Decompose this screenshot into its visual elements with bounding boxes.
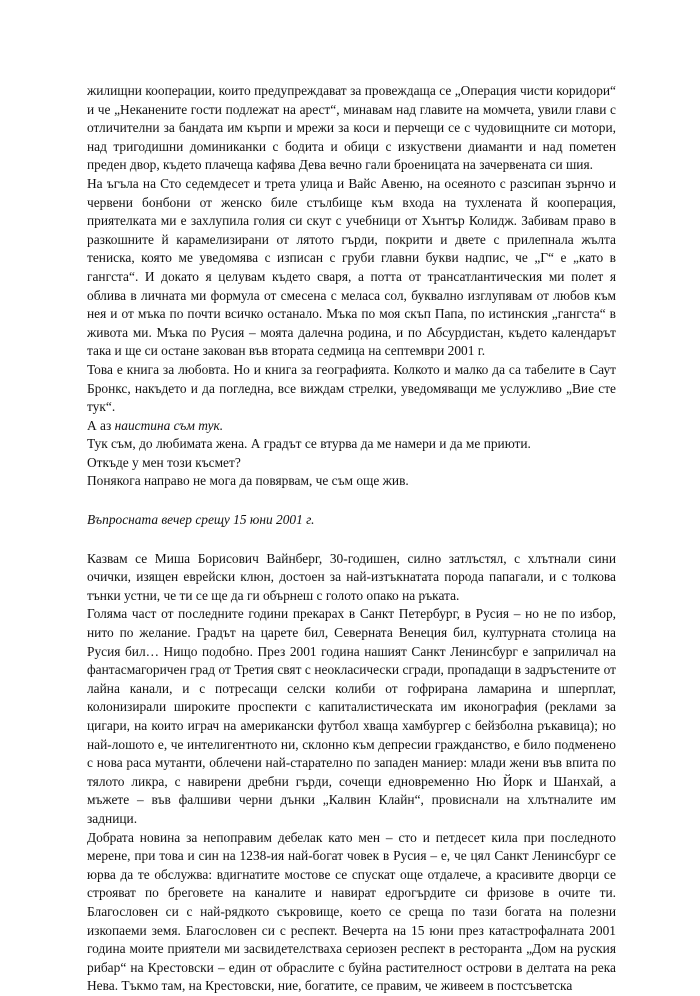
paragraph-3: Това е книга за любовта. Но и книга за географията. Колкото и малко да са табелите в Саут Бронкс, накъдето и да погледна, все виждам стрелки, уведомяващи ме услужливо „Вие сте тук“. xyxy=(87,361,616,415)
emphasis-italic: наистина съм тук. xyxy=(114,417,224,433)
section-paragraph-1: Казвам се Миша Борисович Вайнберг, 30-годишен, силно затлъстял, с хлътнали сини очички, изящен еврейски клюн, достоен за най-изтъкнатата порода папагали, и с толкова тънки устни, че ти се ще да ги обърнеш с голото опако на ръката. xyxy=(87,550,616,603)
emphasis-line xyxy=(87,417,616,436)
section-paragraph-3: Добрата новина за непоправим дебелак като мен – сто и петдесет кила при последното мерене, при това и син на 1238-ия най-богат човек в Русия – е, че цял Санкт Ленинсбург се юрва да те обслужва: вдигнатите мостове се спускат още отдалече, а красивите дворци се строяват по бреговете на каналите и навират едрогърдите си фризове в очите ти. Благословен си с най-рядкото съкровище, което се среща по тази богата на полезни изкопаеми земя. Благословен си с респект. Вечерта на 15 юни през катастрофалната 2001 година моите приятели ми засвидетелстваха сериозен респект в ресторанта „Дом на руския рибар“ на Крестовски – един от обраслите с буйна растителност острови в делтата на река Нева. Тъкмо там, на Крестовски, ние, богатите, се правим, че живеем в постсъветска xyxy=(87,829,616,994)
short-line-1: Тук съм, до любимата жена. А градът се втурва да ме намери и да ме приюти. xyxy=(87,436,531,452)
section-paragraph-2: Голяма част от последните години прекарах в Санкт Петербург, в Русия – но не по избор, нито по желание. Градът на царете бил, Северната Венеция бил, културната столица на Русия бил… Нищо подобно. През 2001 година нашият Санкт Ленинсбург е заприличал на фантасмагоричен град от Третия свят с неокласически сгради, пропадащи в задръстените от лайна канали, и с потресащи селски колиби от гофрирана ламарина и шперплат, колонизирали широките проспекти с капиталистическата им иконография (реклами за цигари, на които играч на американски футбол хваща хамбургер с бейзболна ръкавица); но най-лошото е, че интелигентното ни, склонно към депресии гражданство, е било подменено с нова раса мутанти, облечени най-старателно по западен маниер: млади жени във впита по тялото ликра, с навирени дребни гърди, сочещи едновременно Ню Йорк и Шанхай, а мъжете – във фалшиви черни дънки „Калвин Клайн“, провиснали на хлътналите им задници. xyxy=(87,606,616,826)
emphasis-prefix: А аз xyxy=(87,417,115,433)
paragraph-1: жилищни кооперации, които предупреждават за провеждаща се „Операция чисти коридори“ и че „Неканените гости подлежат на арест“, минавам над главите на момчета, увили глави с отличителни за бандата им кърпи и мрежи за коси и перчещи се с чудовищните си мотори, над тригодишни доминиканки с бодита и обици с изкуствени диаманти и над пометен преден двор, където плачеща кафява Дева вечно гали броеницата на зачервената си шия. xyxy=(87,83,616,173)
short-line-2: Откъде у мен този късмет? xyxy=(87,454,241,470)
paragraph-2: На ъгъла на Сто седемдесет и трета улица и Вайс Авеню, на осеяното с разсипан зърнчо и червени бонбони от женско биле стълбище към входа на тухлената й кооперация, приятелката ми е захлупила голия си скут с учебници от Хънтър Колидж. Забивам право в разкошните й карамелизирани от лятото гърди, покрити и двете с прилепнала жълта тениска, която ме уведомява с изписан с груби главни букви надпис, че „Г“ е „като в гангста“. И докато я целувам където сваря, а потта от трансатлантическия ми полет я облива в личната ми формула от смесена с меласа сол, буквално изглупявам от любов към нея и от мъка по почти всичко останало. Мъка по моя скъп Папа, по истинския „гангста“ в живота ми. Мъка по Русия – моята далечна родина, и по Абсурдистан, където календарът така и ще си остане закован във втората седмица на септември 2001 г. xyxy=(87,175,616,359)
short-line-3: Понякога направо не мога да повярвам, че съм още жив. xyxy=(87,473,409,489)
section-heading: Въпросната вечер срещу 15 юни 2001 г. xyxy=(87,512,315,528)
document-page xyxy=(87,82,616,996)
